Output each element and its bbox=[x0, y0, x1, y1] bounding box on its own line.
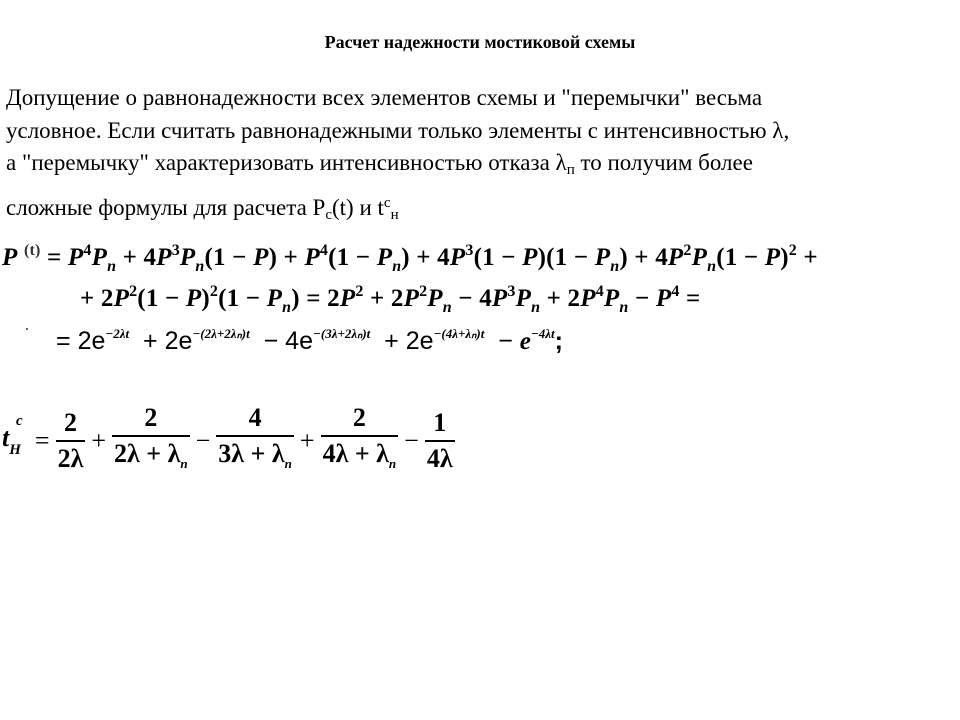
exp-term-2: − $4e^{-(3\lambda+2\lambda_n)t}$ bbox=[263, 326, 371, 355]
operator-plus: + bbox=[91, 426, 107, 455]
fraction-term-1: $\frac{2}{2\lambda + \lambda_n}$ bbox=[112, 403, 190, 479]
exp-term-3: + $2e^{-(4\lambda+\lambda_n)t}$ bbox=[384, 326, 485, 355]
line3-text-after: то получим более bbox=[574, 150, 753, 175]
p-subscript: с bbox=[325, 206, 332, 223]
paragraph-line-4 bbox=[6, 187, 956, 232]
reliability-formula-line-2: + $2P^2(1 - P)^2(1 - P_n) = 2P^2 + 2P^2P_n - 4P^3P_n + 2P^4P_n - P^4$ = bbox=[80, 283, 701, 316]
fraction-term-4: $\frac{1}{4\lambda}$ bbox=[426, 408, 453, 473]
operator-minus: − bbox=[195, 426, 211, 455]
slide-title: Расчет надежности мостиковой схемы bbox=[324, 32, 636, 52]
lambda-subscript: п bbox=[566, 162, 575, 178]
formula-terminator: ; bbox=[554, 327, 563, 355]
fraction-term-0: $\frac{2}{2\lambda}$ bbox=[57, 408, 84, 473]
fraction-term-2: $\frac{4}{3\lambda + \lambda_n}$ bbox=[216, 403, 294, 479]
mttf-formula bbox=[2, 400, 455, 482]
operator-minus: − bbox=[404, 426, 419, 455]
exp-term-0: = $2e^{-2\lambda t}$ bbox=[56, 326, 130, 355]
exp-term-1: + $2e^{-(2\lambda+2\lambda_n)t}$ bbox=[143, 326, 250, 355]
line4-text-middle: (t) и t bbox=[332, 194, 384, 220]
line3-text-before: а "перемычку" характеризовать интенсивностью отказа λ bbox=[6, 150, 567, 175]
operator-plus: + bbox=[299, 426, 315, 455]
t-superscript: с bbox=[383, 194, 391, 211]
stray-mark bbox=[26, 328, 28, 330]
fraction-term-3: $\frac{2}{4\lambda + \lambda_n}$ bbox=[321, 403, 399, 479]
line4-text-before: сложные формулы для расчета P bbox=[6, 194, 326, 220]
paragraph-line-1: Допущение о равнонадежности всех элементов схемы и "перемычки" весьма bbox=[6, 85, 763, 110]
equals-sign: = bbox=[34, 426, 50, 455]
mttf-lhs: t c $_H$ bbox=[2, 413, 23, 458]
reliability-formula-line-3 bbox=[56, 326, 563, 356]
reliability-formula-line-1: P $^{(t)} = P^4P_n + 4P^3P_n(1 - P) + P^4(1 - P_n) + 4P^3(1 - P)(1 - P_n) + 4P^2P_n(1 - P)^2$ + bbox=[2, 242, 818, 275]
exp-term-4: − $e^{-4\lambda t}$ bbox=[498, 326, 555, 355]
paragraph-line-3 bbox=[6, 147, 956, 187]
intro-paragraph bbox=[6, 82, 956, 231]
paragraph-line-2: условное. Если считать равнонадежными только элементы с интенсивностью λ, bbox=[6, 117, 790, 143]
t-subscript: н bbox=[390, 206, 399, 223]
